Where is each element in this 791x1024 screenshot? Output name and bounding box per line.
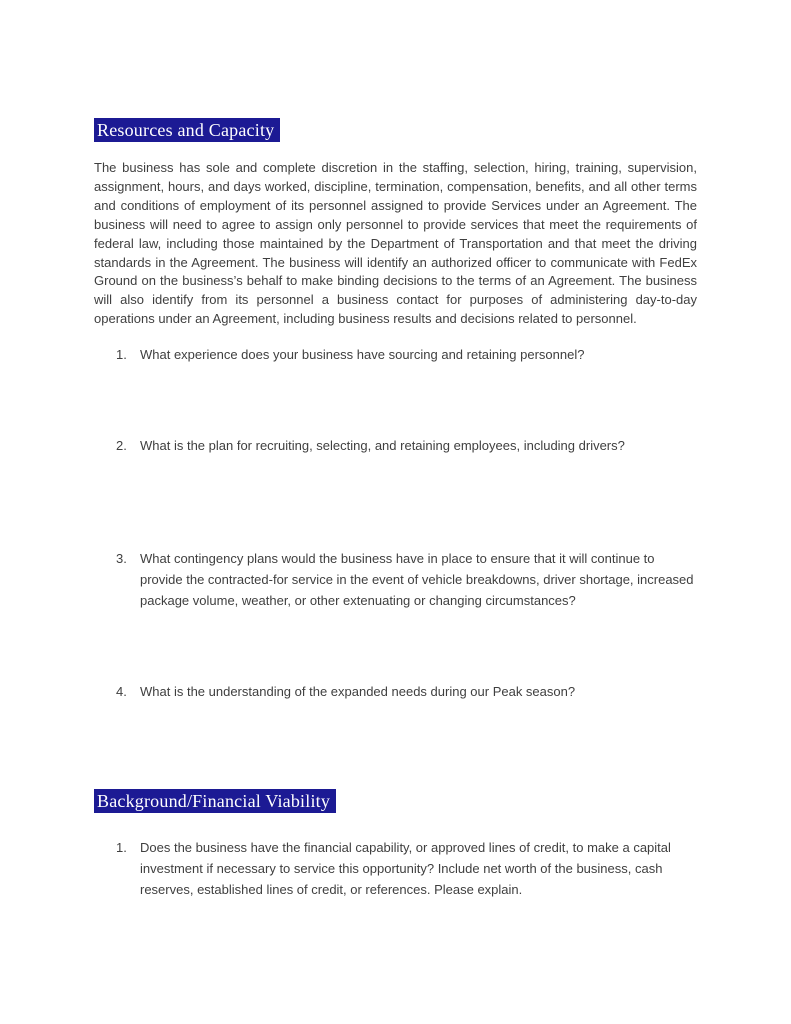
- question-text: What experience does your business have sourcing and retaining personnel?: [140, 347, 585, 363]
- question-number: 1.: [116, 347, 127, 363]
- question-text: What is the plan for recruiting, selecting, and retaining employees, including drivers?: [140, 438, 625, 454]
- section-heading-resources-and-capacity: [94, 118, 280, 142]
- question-item-2: [116, 435, 697, 456]
- question-text: Does the business have the financial capability, or approved lines of credit, to make a capital investment if necessary to service this opportunity? Include net worth of the business, cash reserves, established lines of credit, or references. Please explain.: [140, 840, 671, 898]
- section-heading-text: Resources and Capacity: [97, 120, 275, 140]
- section-resources-and-capacity: [94, 118, 697, 702]
- section-background-financial-viability: [94, 789, 697, 900]
- question-text: What is the understanding of the expanded needs during our Peak season?: [140, 684, 576, 700]
- question-item-4: [116, 681, 697, 702]
- question-list: [94, 837, 697, 900]
- intro-paragraph: The business has sole and complete discretion in the staffing, selection, hiring, training, supervision, assignment, hours, and days worked, discipline, termination, compensation, benefits, and all other terms and conditions of employment of its personnel assigned to provide Services under an Agreement. The business will need to agree to assign only personnel to provide services that meet the requirements of federal law, including those maintained by the Department of Transportation and that meet the driving standards in the Agreement. The business will identify an authorized officer to communicate with FedEx Ground on the business’s behalf to make binding decisions to the terms of an Agreement. The business will also identify from its personnel a business contact for purposes of administering day-to-day operations under an Agreement, including business results and decisions related to personnel.: [94, 160, 697, 327]
- question-number: 1.: [116, 840, 127, 856]
- question-item-1: [116, 344, 697, 365]
- question-number: 2.: [116, 438, 127, 454]
- section-heading-text: Background/Financial Viability: [97, 791, 331, 812]
- question-list: [94, 344, 697, 702]
- question-item-3: [116, 548, 697, 611]
- question-item-1: [116, 837, 697, 900]
- question-number: 3.: [116, 551, 127, 567]
- question-text: What contingency plans would the business have in place to ensure that it will continue to provide the contracted-for service in the event of vehicle breakdowns, driver shortage, increased package volume, weather, or other extenuating or changing circumstances?: [140, 551, 694, 609]
- section-heading-background-financial-viability: [94, 789, 336, 813]
- question-number: 4.: [116, 684, 127, 700]
